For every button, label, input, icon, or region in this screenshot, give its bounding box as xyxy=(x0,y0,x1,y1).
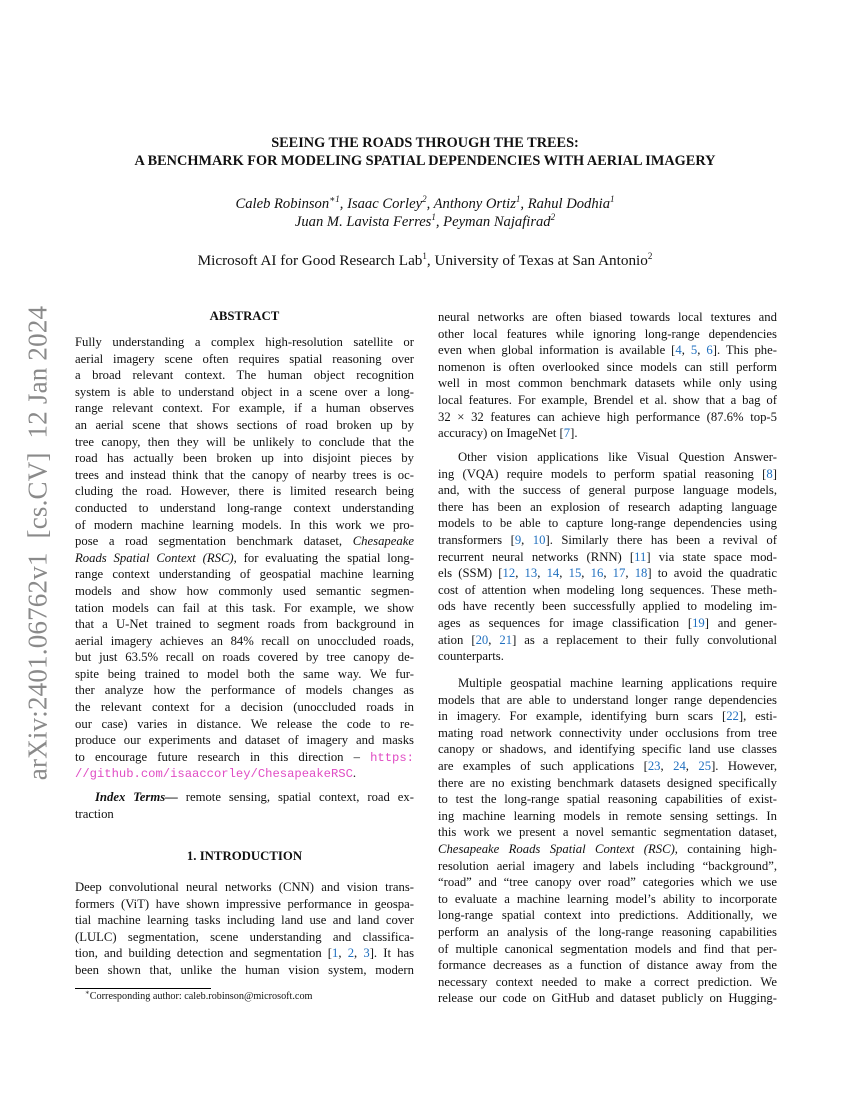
text-run: other local features while ignoring long-range dependencies xyxy=(438,326,777,341)
author-name: Microsoft AI for Good Research Lab xyxy=(197,252,423,269)
citation-link[interactable]: 22 xyxy=(726,709,739,724)
text-run: been shown that, unlike the human vision system, modern xyxy=(75,962,414,977)
text-line xyxy=(75,962,414,979)
text-run: to test the long-range spatial reasoning capabilities of exist- xyxy=(438,792,777,807)
separator: , xyxy=(339,196,348,212)
author-line-1 xyxy=(0,195,850,213)
right-paragraph-1 xyxy=(438,309,777,442)
affiliation-mark: 1 xyxy=(515,194,521,205)
text-line xyxy=(75,945,414,962)
text-line xyxy=(75,517,414,534)
text-run: . xyxy=(352,766,357,781)
citation-link[interactable]: 7 xyxy=(563,426,571,441)
affiliations xyxy=(0,252,850,270)
citation-link[interactable]: 11 xyxy=(634,549,647,564)
citation-link[interactable]: 2 xyxy=(347,946,355,961)
citation-link[interactable]: 17 xyxy=(612,566,626,581)
text-run: a broad relevant context. The human object recognition xyxy=(75,368,414,383)
text-run: , containing high- xyxy=(674,841,777,856)
text-run: well in most common benchmark datasets while only using xyxy=(438,376,777,391)
citation-link[interactable]: 4 xyxy=(675,343,682,358)
text-run: conducted to understand long-range context understanding xyxy=(75,500,414,515)
index-terms xyxy=(75,789,414,822)
text-line xyxy=(438,907,777,924)
text-run: , xyxy=(515,566,525,581)
text-run: ]. xyxy=(570,426,578,441)
citation-link[interactable]: 24 xyxy=(673,758,686,773)
text-run: Other vision applications like Visual Question Answer- xyxy=(458,450,777,464)
text-line xyxy=(438,990,777,1007)
text-run: els (SSM) [ xyxy=(438,566,503,581)
text-run: , xyxy=(681,343,691,358)
affiliation-mark: 2 xyxy=(422,194,427,205)
text-line xyxy=(75,334,414,351)
text-line xyxy=(438,342,777,359)
affiliation-mark: 1 xyxy=(431,212,436,223)
right-paragraph-2 xyxy=(438,449,777,665)
text-line xyxy=(438,725,777,742)
text-run: tial machine learning tasks including land use and land cover xyxy=(75,913,414,928)
text-line xyxy=(438,791,777,808)
text-line xyxy=(75,533,414,550)
footnote xyxy=(85,988,313,1002)
citation-link[interactable]: 20 xyxy=(475,632,489,647)
citation-link[interactable]: 10 xyxy=(532,532,546,547)
text-run: , xyxy=(488,632,500,647)
text-line xyxy=(438,425,777,442)
text-run: ing (VQA) require models to perform spatial reasoning [ xyxy=(438,466,767,481)
text-run: and, with the success of general purpose language models, xyxy=(438,483,777,498)
affiliation-mark: 2 xyxy=(647,250,653,261)
text-line xyxy=(75,434,414,451)
paper-title xyxy=(0,134,850,170)
text-run: counterparts. xyxy=(438,649,504,664)
text-run: remote sensing, spatial context, road ex- xyxy=(177,790,414,804)
text-line xyxy=(438,741,777,758)
text-line xyxy=(75,896,414,913)
text-run: in imagery. For example, identifying burn scars [ xyxy=(438,709,727,724)
text-run: resolution aerial imagery and labels including “background”, xyxy=(438,858,777,873)
text-line xyxy=(438,924,777,941)
italic-text: Roads Spatial Context (RSC) xyxy=(75,550,234,565)
text-run: nomenon is often overlooked since models can still perform xyxy=(438,359,777,374)
text-line xyxy=(438,874,777,891)
text-line xyxy=(75,789,414,806)
author-name: Caleb Robinson xyxy=(235,196,330,212)
text-run: of multiple canonical segmentation models and find that per- xyxy=(438,941,777,956)
text-line xyxy=(438,375,777,392)
text-line xyxy=(75,682,414,699)
text-run: Fully understanding a complex high-resolution satellite or xyxy=(75,335,414,349)
text-line xyxy=(438,632,777,649)
text-run: , xyxy=(697,343,707,358)
text-line xyxy=(438,482,777,499)
text-line xyxy=(438,941,777,958)
text-line xyxy=(75,483,414,500)
text-run: that a U-Net trained to segment roads from background in xyxy=(75,617,414,632)
text-line xyxy=(75,879,414,896)
text-run: are examples of such applications [ xyxy=(438,758,648,773)
citation-link[interactable]: 8 xyxy=(766,466,773,481)
text-run: formance decreases as a function of distance away from the xyxy=(438,958,777,973)
text-line xyxy=(438,858,777,875)
text-line xyxy=(438,359,777,376)
text-run: tion, and building detection and segmentation [ xyxy=(75,946,333,961)
text-run: (LULC) segmentation, scene understanding and classifica- xyxy=(75,929,414,944)
text-run: , xyxy=(625,566,635,581)
text-run: long-range spatial context into predictions. Additionally, we xyxy=(438,908,777,923)
text-line xyxy=(75,912,414,929)
text-run: , xyxy=(559,566,569,581)
index-terms-label: Index Terms— xyxy=(95,790,178,804)
text-run: models to be able to capture long-range dependencies using xyxy=(438,516,777,531)
text-run: pose a road segmentation benchmark dataset, xyxy=(75,534,353,549)
repository-link[interactable]: https: xyxy=(370,750,414,765)
text-line xyxy=(438,449,777,466)
text-run: to encourage future research in this direction – xyxy=(75,749,371,764)
text-line xyxy=(438,758,777,775)
text-run: trees and instead think that the canopy of nearby trees is oc- xyxy=(75,467,414,482)
section-heading-introduction: 1. INTRODUCTION xyxy=(186,849,303,863)
citation-link[interactable]: 16 xyxy=(590,566,604,581)
italic-text: Chesapeake xyxy=(352,534,414,549)
citation-link[interactable]: 15 xyxy=(568,566,582,581)
text-line xyxy=(75,384,414,401)
text-run: there are no existing benchmark datasets designed specifically xyxy=(438,775,777,790)
citation-link[interactable]: 6 xyxy=(706,343,713,358)
text-run: ]. This phe- xyxy=(712,343,777,358)
text-line xyxy=(438,409,777,426)
italic-text: Chesapeake Roads Spatial Context (RSC) xyxy=(438,841,675,856)
author-name: Isaac Corley xyxy=(347,196,423,212)
text-run: Multiple geospatial machine learning applications require xyxy=(458,676,777,690)
text-run: models and show how commonly used semantic segmen- xyxy=(75,583,414,598)
text-line xyxy=(75,600,414,617)
text-line xyxy=(75,450,414,467)
text-line xyxy=(438,891,777,908)
abstract-heading: ABSTRACT xyxy=(209,309,280,323)
text-line xyxy=(75,699,414,716)
text-line xyxy=(438,824,777,841)
text-line xyxy=(438,598,777,615)
text-line xyxy=(75,765,414,782)
text-run: “road” and “tree canopy over road” categories which we use xyxy=(438,875,777,890)
text-line xyxy=(75,583,414,600)
text-run: traction xyxy=(75,806,114,821)
text-line xyxy=(438,808,777,825)
text-run: ]. It has xyxy=(369,946,415,961)
text-run: , xyxy=(685,758,699,773)
text-run: , xyxy=(354,946,364,961)
citation-link[interactable]: 3 xyxy=(363,946,370,961)
footnote-mark: ∗ xyxy=(85,988,90,997)
author-name: University of Texas at San Antonio xyxy=(434,252,648,269)
text-line xyxy=(438,648,777,665)
text-run: ods have recently been successfully applied to modeling im- xyxy=(438,599,777,614)
text-run: release our code on GitHub and dataset publicly on Hugging- xyxy=(438,991,777,1006)
text-run: ages as sequences for image classification [ xyxy=(438,615,693,630)
separator: , xyxy=(435,214,444,230)
citation-link[interactable]: 1 xyxy=(332,946,339,961)
text-run: , xyxy=(521,532,533,547)
citation-link[interactable]: 19 xyxy=(692,615,705,630)
text-run: there has been an explosion of research adapting language xyxy=(438,499,777,514)
affiliation-mark: 1 xyxy=(610,194,615,205)
text-line xyxy=(438,532,777,549)
text-run: even when global information is available [ xyxy=(438,343,676,358)
text-run: an aerial scene that shows sections of road broken up by xyxy=(75,417,414,432)
citation-link[interactable]: 14 xyxy=(546,566,560,581)
text-line xyxy=(75,732,414,749)
text-line xyxy=(75,351,414,368)
author-name: Rahul Dodhia xyxy=(527,196,610,212)
title-line-2: A BENCHMARK FOR MODELING SPATIAL DEPENDENCIES WITH AERIAL IMAGERY xyxy=(134,153,716,169)
arxiv-stamp: arXiv:2401.06762v1 [cs.CV] 12 Jan 2024 xyxy=(22,305,53,781)
text-line xyxy=(438,565,777,582)
text-run: accuracy) on ImageNet [ xyxy=(438,426,564,441)
text-line xyxy=(438,775,777,792)
text-run: , xyxy=(338,946,348,961)
title-line-1: SEEING THE ROADS THROUGH THE TREES: xyxy=(271,135,579,151)
text-run: tree canopy, then they will be unlikely to conclude that the xyxy=(75,434,414,449)
text-run: 32 × 32 features can achieve high performance (87.6% top-5 xyxy=(438,409,777,424)
text-line xyxy=(438,615,777,632)
text-line xyxy=(75,500,414,517)
text-run: ] and gener- xyxy=(704,615,777,630)
text-line xyxy=(75,550,414,567)
text-run: local features. For example, Brendel et al. show that a bag of xyxy=(438,392,777,407)
text-line xyxy=(75,417,414,434)
text-run: transformers [ xyxy=(438,532,515,547)
text-run: system is able to understand object in a scene over a long- xyxy=(75,384,414,399)
text-line xyxy=(75,649,414,666)
text-run: , xyxy=(537,566,547,581)
text-run: ], esti- xyxy=(738,709,777,724)
text-line xyxy=(75,400,414,417)
text-line xyxy=(75,716,414,733)
citation-link[interactable]: 21 xyxy=(499,632,513,647)
citation-link[interactable]: 5 xyxy=(690,343,698,358)
text-run: cluding the road. However, there is limited research being xyxy=(75,484,414,499)
citation-link[interactable]: 25 xyxy=(698,758,712,773)
text-line xyxy=(438,515,777,532)
text-run: , xyxy=(660,758,674,773)
text-run: Deep convolutional neural networks (CNN) and vision trans- xyxy=(75,880,414,894)
text-line xyxy=(75,467,414,484)
text-line xyxy=(438,499,777,516)
text-run: recurrent neural networks (RNN) [ xyxy=(438,549,635,564)
citation-link[interactable]: 23 xyxy=(647,758,661,773)
citation-link[interactable]: 13 xyxy=(524,566,538,581)
text-run: produce our experiments and dataset of imagery and masks xyxy=(75,733,414,748)
affiliation-mark: 1 xyxy=(422,250,427,261)
text-run: spite being trained to model both the same way. We fur- xyxy=(75,666,414,681)
text-run: tation models can fail at this task. For example, we show xyxy=(75,600,414,615)
affiliation-mark: 2 xyxy=(550,212,556,223)
text-line xyxy=(438,466,777,483)
text-line xyxy=(438,326,777,343)
text-line xyxy=(438,549,777,566)
text-line xyxy=(438,582,777,599)
text-run: perform an analysis of the long-range reasoning capabilities xyxy=(438,924,777,939)
text-line xyxy=(75,616,414,633)
text-run: neural networks are often biased towards local textures and xyxy=(438,310,777,324)
footnote-rule xyxy=(75,988,211,989)
text-run: ]. Similarly there has been a revival of xyxy=(545,532,777,547)
affiliation-mark: ∗1 xyxy=(329,194,340,205)
citation-link[interactable]: 18 xyxy=(634,566,648,581)
text-run: ther analyze how the performance of models changes as xyxy=(75,683,414,698)
text-run: , for evaluating the spatial long- xyxy=(233,550,415,565)
author-name: Juan M. Lavista Ferres xyxy=(294,214,432,230)
text-run: ation [ xyxy=(438,632,476,647)
text-run: range relevant context. For example, if a human observes xyxy=(75,401,414,416)
text-line xyxy=(75,633,414,650)
separator: , xyxy=(426,252,435,269)
text-run: this work we present a novel semantic segmentation dataset, xyxy=(438,825,777,840)
text-run: of modern machine learning models. In this work we pro- xyxy=(75,517,414,532)
text-line xyxy=(438,692,777,709)
text-run: necessary context needed to make a correct prediction. We xyxy=(438,974,777,989)
text-line xyxy=(438,708,777,725)
citation-link[interactable]: 9 xyxy=(514,532,522,547)
text-run: ]. However, xyxy=(711,758,778,773)
separator: , xyxy=(520,196,528,212)
text-run: but just 63.5% recall on roads covered by tree canopy de- xyxy=(75,650,414,665)
text-line xyxy=(75,566,414,583)
text-run: ] xyxy=(772,466,777,481)
footnote-text: Corresponding author: caleb.robinson@microsoft.com xyxy=(89,991,313,1002)
text-run: our case) varies in distance. We release the code to re- xyxy=(75,716,414,731)
text-run: ] as a replacement to their fully convolutional xyxy=(512,632,777,647)
text-line xyxy=(438,841,777,858)
citation-link[interactable]: 12 xyxy=(502,566,516,581)
text-run: aerial imagery achieves an 84% recall on unoccluded roads, xyxy=(75,633,414,648)
text-line xyxy=(438,309,777,326)
text-run: , xyxy=(603,566,613,581)
text-line xyxy=(438,957,777,974)
text-line xyxy=(75,806,414,823)
text-run: ] to avoid the quadratic xyxy=(647,566,778,581)
author-name: Peyman Najafirad xyxy=(443,214,551,230)
text-line xyxy=(75,749,414,766)
text-run: , xyxy=(581,566,591,581)
text-line xyxy=(438,675,777,692)
text-run: formers (ViT) have shown impressive performance in geospa- xyxy=(75,896,414,911)
text-run: ing machine learning models in remote sensing settings. In xyxy=(438,808,777,823)
text-run: road has actually been broken up into disjoint pieces by xyxy=(75,451,414,466)
text-line xyxy=(75,666,414,683)
right-paragraph-3 xyxy=(438,675,777,1007)
text-line xyxy=(75,929,414,946)
text-run: canopy or shadows, and identifying specific land use classes xyxy=(438,742,777,757)
text-run: models that are able to understand longer range dependencies xyxy=(438,692,777,707)
text-run: aerial imagery scene often requires spatial reasoning over xyxy=(75,351,414,366)
text-run: to evaluate a machine learning model’s ability to incorporate xyxy=(438,891,777,906)
intro-left-column xyxy=(75,879,414,979)
text-run: range context understanding of geospatial machine learning xyxy=(75,567,414,582)
text-line xyxy=(75,367,414,384)
repository-link[interactable]: //github.com/isaaccorley/ChesapeakeRSC xyxy=(75,767,353,782)
abstract-body xyxy=(75,334,414,782)
text-run: ] via state space mod- xyxy=(646,549,777,564)
text-run: the relevant context for a decision (unoccluded roads in xyxy=(75,700,414,715)
author-list xyxy=(0,195,850,231)
text-run: cost of attention when modeling long sequences. These meth- xyxy=(438,582,777,597)
text-line xyxy=(438,392,777,409)
text-line xyxy=(438,974,777,991)
text-run: mating road network connectivity under occlusions from tree xyxy=(438,725,777,740)
author-line-2 xyxy=(0,213,850,231)
separator: , xyxy=(426,196,434,212)
author-name: Anthony Ortiz xyxy=(433,196,516,212)
